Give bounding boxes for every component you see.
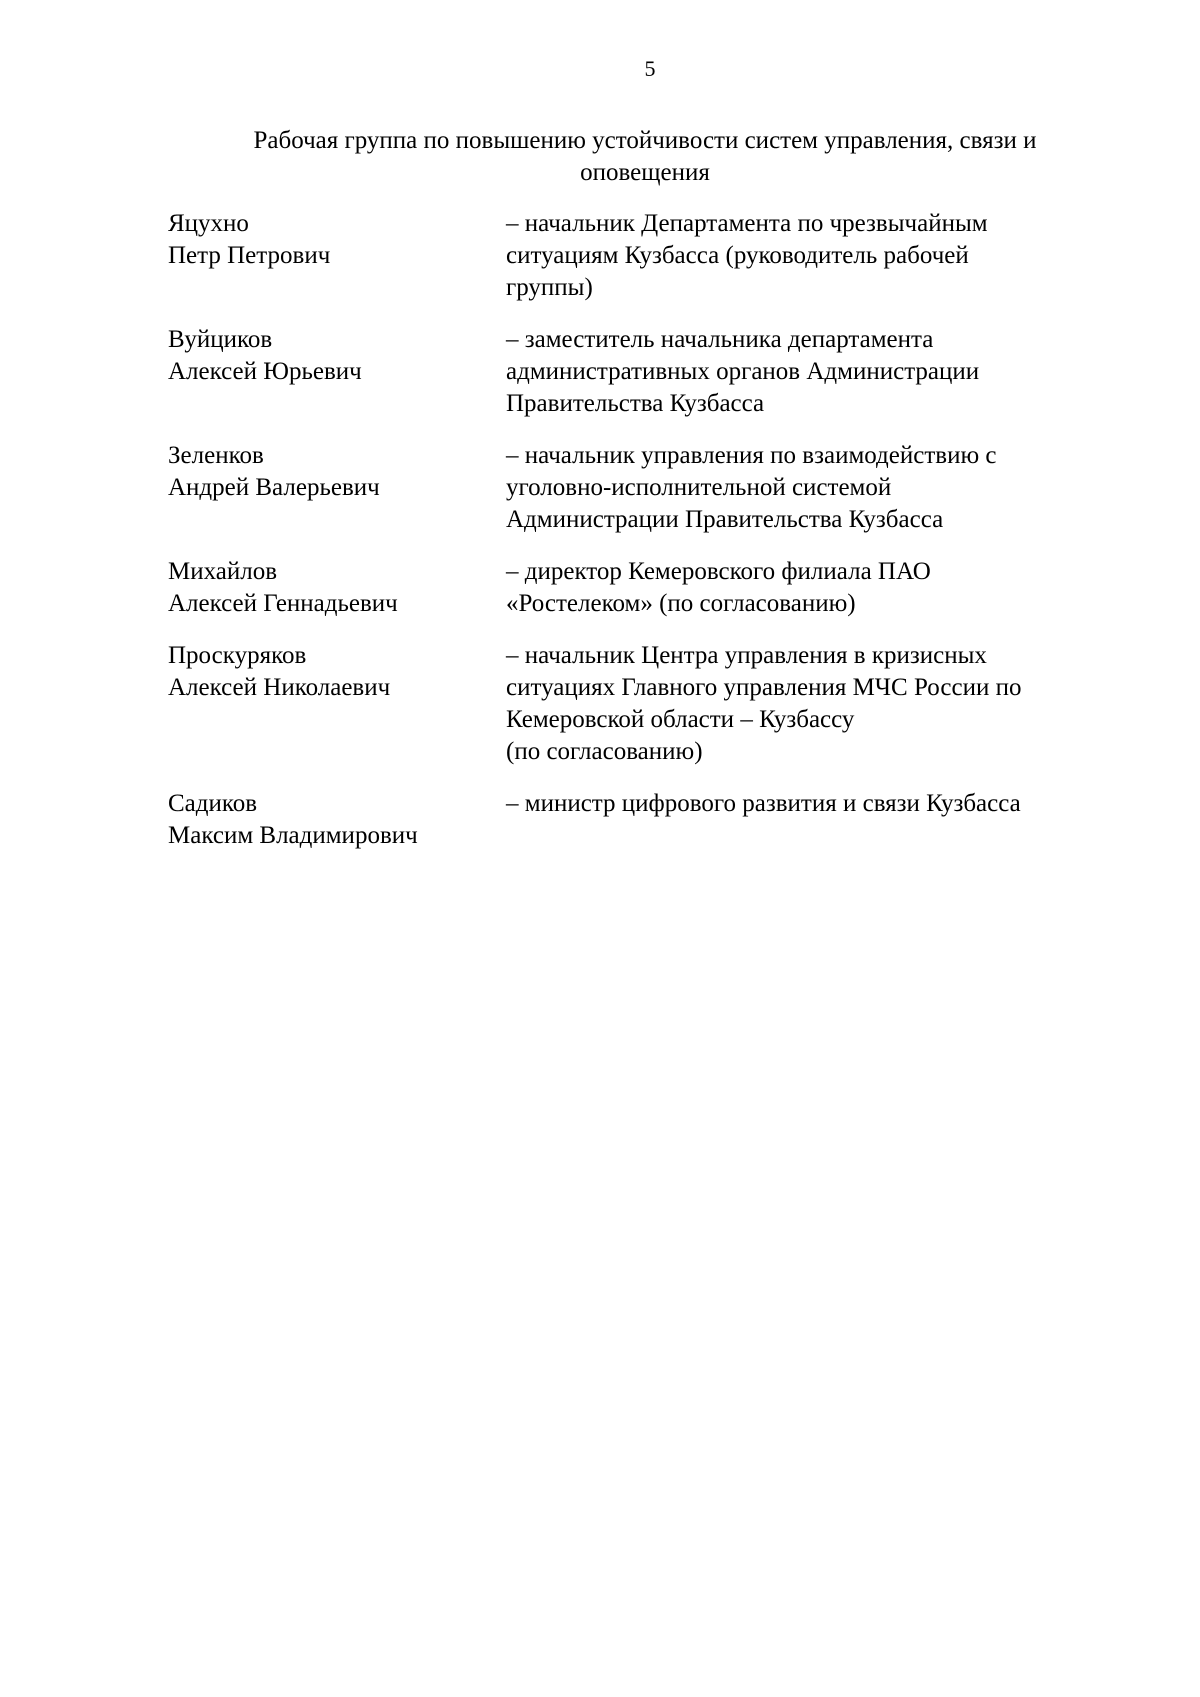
document-title	[195, 125, 1095, 189]
member-role-line: (по согласованию)	[506, 738, 703, 765]
member-surname: Зеленков	[168, 442, 264, 469]
member-list	[168, 208, 1108, 872]
member-given-name: Алексей Николаевич	[168, 674, 391, 701]
member-name	[168, 788, 506, 852]
page-number: 5	[644, 56, 656, 81]
member-role	[506, 208, 1108, 304]
document-title-line: оповещения	[580, 159, 710, 186]
member-role	[506, 640, 1108, 768]
member-role-line: Правительства Кузбасса	[506, 390, 765, 417]
member-name	[168, 208, 506, 304]
member-role-line: – начальник Департамента по чрезвычайным	[506, 210, 988, 237]
member-given-name: Андрей Валерьевич	[168, 474, 380, 501]
member-entry	[168, 324, 1108, 420]
member-given-name: Петр Петрович	[168, 242, 331, 269]
member-entry	[168, 556, 1108, 620]
member-entry	[168, 440, 1108, 536]
member-name	[168, 324, 506, 420]
member-surname: Михайлов	[168, 558, 278, 585]
member-entry	[168, 640, 1108, 768]
member-role-line: Администрации Правительства Кузбасса	[506, 506, 944, 533]
member-role-line: уголовно-исполнительной системой	[506, 474, 892, 501]
member-role-line: группы)	[506, 274, 593, 301]
member-role-line: – начальник Центра управления в кризисных	[506, 642, 987, 669]
member-role	[506, 440, 1108, 536]
member-given-name: Алексей Юрьевич	[168, 358, 362, 385]
member-name	[168, 640, 506, 768]
member-entry	[168, 208, 1108, 304]
member-role-line: Кемеровской области – Кузбассу	[506, 706, 855, 733]
member-role-line: административных органов Администрации	[506, 358, 980, 385]
member-role-line: – начальник управления по взаимодействию с	[506, 442, 997, 469]
member-given-name: Максим Владимирович	[168, 822, 418, 849]
document-title-line: Рабочая группа по повышению устойчивости систем управления, связи и	[253, 127, 1037, 154]
member-given-name: Алексей Геннадьевич	[168, 590, 398, 617]
member-role-line: – заместитель начальника департамента	[506, 326, 934, 353]
member-surname: Проскуряков	[168, 642, 307, 669]
member-surname: Вуйциков	[168, 326, 273, 353]
member-role	[506, 788, 1108, 852]
member-surname: Яцухно	[168, 210, 249, 237]
member-role-line: ситуациям Кузбасса (руководитель рабочей	[506, 242, 969, 269]
member-name	[168, 440, 506, 536]
member-name	[168, 556, 506, 620]
member-role-line: ситуациях Главного управления МЧС России по	[506, 674, 1022, 701]
member-role-line: – министр цифрового развития и связи Кузбасса	[506, 790, 1021, 817]
member-role	[506, 324, 1108, 420]
member-role-line: «Ростелеком» (по согласованию)	[506, 590, 856, 617]
member-entry	[168, 788, 1108, 852]
member-surname: Садиков	[168, 790, 258, 817]
member-role-line: – директор Кемеровского филиала ПАО	[506, 558, 931, 585]
member-role	[506, 556, 1108, 620]
